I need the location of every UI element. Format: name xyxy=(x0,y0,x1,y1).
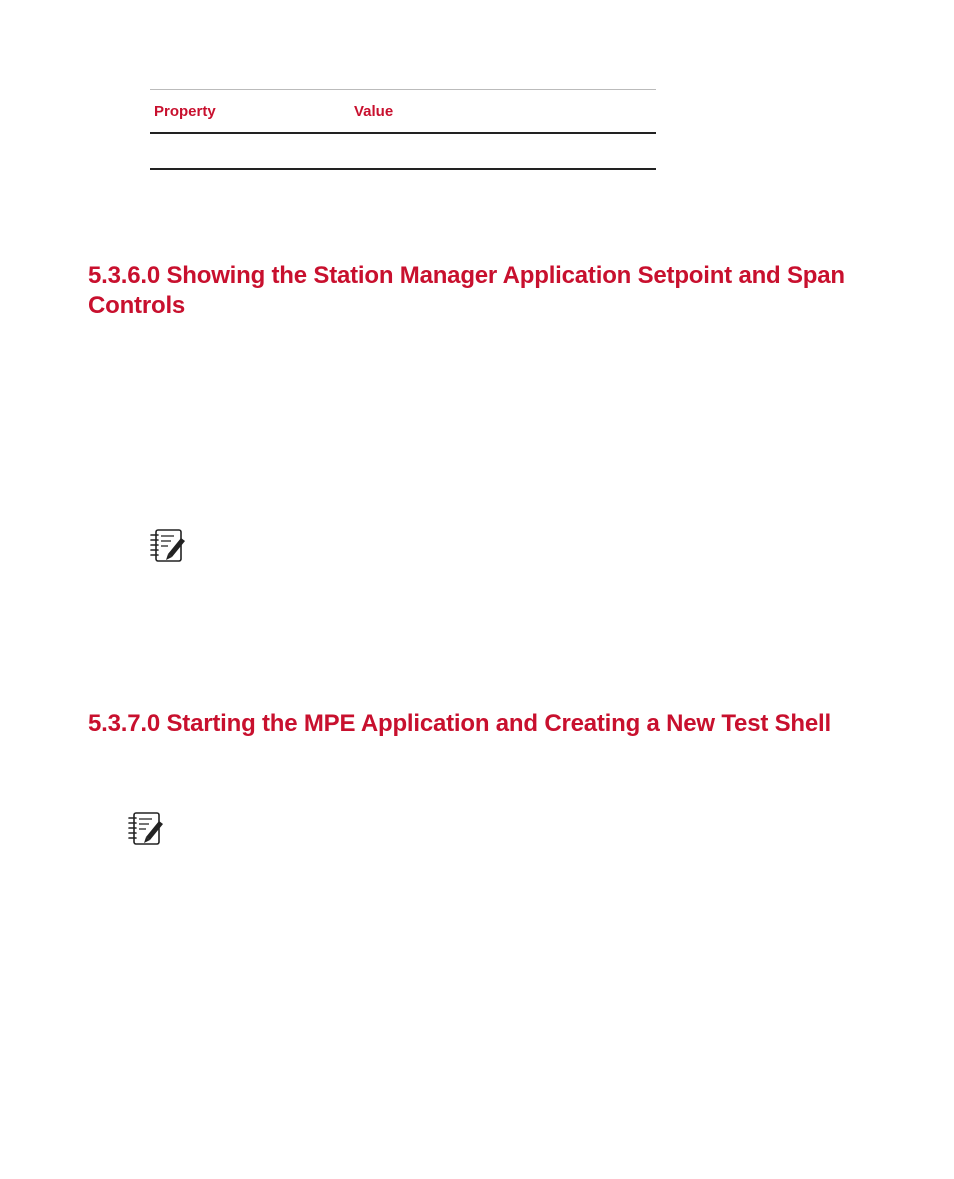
table-cell-property xyxy=(150,133,350,169)
column-header-value: Value xyxy=(350,90,656,134)
table-header-row xyxy=(150,90,656,134)
property-table xyxy=(150,89,656,170)
table-row xyxy=(150,133,656,169)
note-pencil-icon xyxy=(126,810,166,848)
column-header-property: Property xyxy=(150,90,350,134)
section-heading-5-3-7-0: 5.3.7.0 Starting the MPE Application and Creating a New Test Shell xyxy=(88,710,831,737)
note-pencil-icon xyxy=(148,527,188,565)
section-heading-5-3-6-0: 5.3.6.0 Showing the Station Manager Application Setpoint and Span Controls xyxy=(88,262,845,319)
table-cell-value xyxy=(350,133,656,169)
